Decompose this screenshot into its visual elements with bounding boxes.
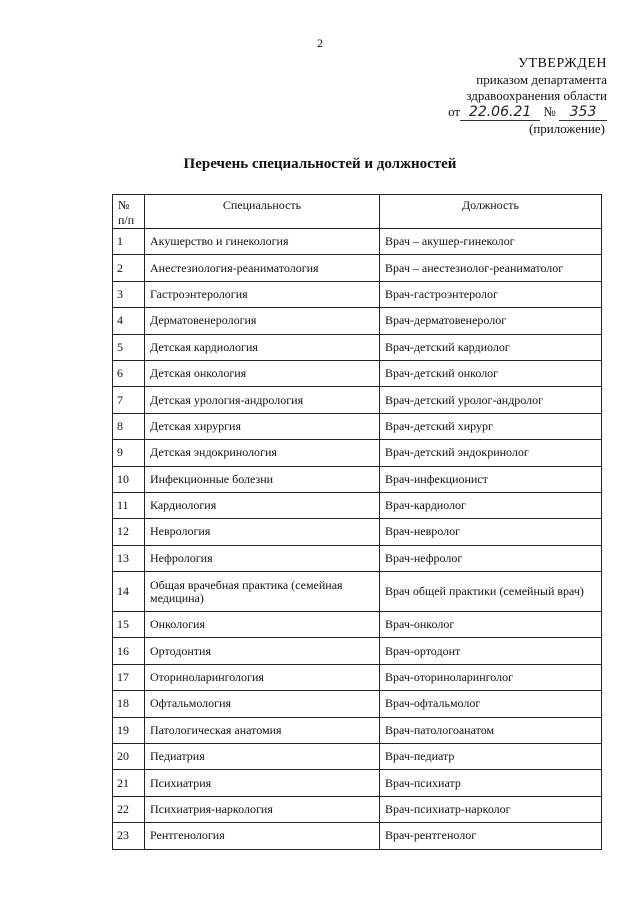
row-specialty-text: Детская эндокринология	[150, 445, 277, 460]
row-position-text: Врач-офтальмолог	[385, 696, 481, 711]
row-position-text: Врач-онколог	[385, 617, 455, 632]
row-position	[380, 770, 602, 796]
row-specialty-text: Кардиология	[150, 498, 217, 513]
row-number-text: 21	[117, 775, 129, 790]
header-specialty: Специальность	[145, 195, 380, 229]
row-specialty	[145, 796, 380, 822]
row-specialty	[145, 664, 380, 690]
row-specialty-text: Психиатрия-наркология	[150, 802, 273, 816]
row-number-text: 22	[117, 802, 129, 816]
table-row	[113, 638, 602, 664]
row-specialty	[145, 440, 380, 466]
approval-line-1: приказом департамента	[476, 72, 607, 87]
row-position	[380, 466, 602, 492]
table-row	[113, 823, 602, 849]
header-position: Должность	[380, 195, 602, 229]
row-position	[380, 691, 602, 717]
table-row	[113, 466, 602, 492]
order-line	[448, 104, 607, 121]
row-number-text: 14	[117, 584, 129, 599]
row-position-text: Врач-детский онколог	[385, 366, 499, 381]
table-row	[113, 691, 602, 717]
row-specialty-text: Гастроэнтерология	[150, 286, 248, 301]
table-row	[113, 413, 602, 439]
row-specialty-text: Психиатрия	[150, 775, 212, 790]
row-number	[113, 638, 145, 664]
row-number	[113, 413, 145, 439]
table-row	[113, 440, 602, 466]
row-position	[380, 572, 602, 612]
row-specialty	[145, 691, 380, 717]
row-position	[380, 229, 602, 255]
row-specialty	[145, 229, 380, 255]
row-number	[113, 572, 145, 612]
row-number	[113, 440, 145, 466]
row-specialty	[145, 255, 380, 281]
row-position-text: Врач-рентгенолог	[385, 828, 477, 843]
table-row	[113, 255, 602, 281]
row-specialty	[145, 612, 380, 638]
row-position-text: Врач общей практики (семейный врач)	[385, 584, 584, 599]
row-number-text: 7	[117, 392, 123, 407]
row-number	[113, 717, 145, 743]
handwritten-number: 353	[559, 104, 607, 121]
row-number	[113, 823, 145, 849]
row-position	[380, 281, 602, 307]
table-row	[113, 545, 602, 571]
row-specialty-text: Дерматовенерология	[150, 313, 257, 328]
row-position-text: Врач-детский эндокринолог	[385, 445, 529, 460]
row-specialty	[145, 572, 380, 612]
row-number	[113, 612, 145, 638]
row-position-text: Врач-педиатр	[385, 749, 455, 764]
row-position	[380, 823, 602, 849]
row-number-text: 18	[117, 696, 129, 711]
row-position-text: Врач-дерматовенеролог	[385, 313, 507, 328]
row-specialty-text: Общая врачебная практика (семейная медицина)	[150, 577, 343, 605]
row-specialty-text: Детская урология-андрология	[150, 392, 304, 407]
row-specialty-text: Акушерство и гинекология	[150, 234, 289, 249]
row-position	[380, 545, 602, 571]
table-row	[113, 492, 602, 518]
row-number-text: 19	[117, 722, 129, 737]
row-position-text: Врач-психиатр-нарколог	[385, 802, 511, 816]
table-row	[113, 770, 602, 796]
row-specialty-text: Рентгенология	[150, 828, 225, 843]
page-number: 2	[317, 36, 323, 50]
row-position-text: Врач-детский уролог-андролог	[385, 392, 544, 407]
number-label: №	[543, 104, 556, 119]
row-number-text: 10	[117, 471, 129, 486]
row-position	[380, 519, 602, 545]
row-number	[113, 492, 145, 518]
row-number	[113, 796, 145, 822]
row-position	[380, 717, 602, 743]
row-number	[113, 519, 145, 545]
row-specialty-text: Инфекционные болезни	[150, 471, 274, 486]
row-number-text: 3	[117, 286, 123, 301]
table-row	[113, 744, 602, 770]
row-number-text: 11	[117, 498, 129, 513]
row-position	[380, 308, 602, 334]
row-position-text: Врач-оториноларинголог	[385, 670, 514, 685]
row-specialty	[145, 770, 380, 796]
row-specialty	[145, 744, 380, 770]
table-row	[113, 612, 602, 638]
row-position	[380, 492, 602, 518]
row-specialty-text: Патологическая анатомия	[150, 722, 282, 737]
row-number-text: 2	[117, 260, 123, 275]
row-specialty-text: Детская онкология	[150, 366, 247, 381]
row-position	[380, 612, 602, 638]
row-specialty	[145, 413, 380, 439]
row-specialty	[145, 638, 380, 664]
specialties-table	[112, 194, 602, 850]
row-position-text: Врач-ортодонт	[385, 643, 461, 658]
table-row	[113, 664, 602, 690]
row-position	[380, 334, 602, 360]
row-number	[113, 360, 145, 386]
row-position-text: Врач-детский кардиолог	[385, 339, 510, 354]
row-position-text: Врач-невролог	[385, 524, 461, 539]
row-position-text: Врач-детский хирург	[385, 418, 493, 433]
row-specialty	[145, 308, 380, 334]
table-row	[113, 360, 602, 386]
appendix-label: (приложение)	[528, 121, 605, 136]
row-specialty-text: Неврология	[150, 524, 211, 539]
table-row	[113, 387, 602, 413]
row-specialty-text: Детская кардиология	[150, 339, 258, 354]
row-number-text: 8	[117, 418, 123, 433]
row-position-text: Врач-гастроэнтеролог	[385, 286, 498, 301]
row-number-text: 17	[117, 670, 129, 685]
row-specialty-text: Педиатрия	[150, 749, 205, 764]
row-number-text: 9	[117, 445, 123, 460]
row-number	[113, 229, 145, 255]
row-number-text: 12	[117, 524, 129, 539]
row-number	[113, 308, 145, 334]
row-number	[113, 664, 145, 690]
row-position	[380, 387, 602, 413]
table-row	[113, 308, 602, 334]
row-number	[113, 770, 145, 796]
row-position	[380, 744, 602, 770]
row-number-text: 15	[117, 617, 129, 632]
approval-stamp	[448, 56, 607, 137]
table-row	[113, 229, 602, 255]
row-number	[113, 387, 145, 413]
row-specialty	[145, 281, 380, 307]
row-specialty	[145, 387, 380, 413]
row-number	[113, 744, 145, 770]
row-number-text: 20	[117, 749, 129, 764]
row-specialty	[145, 466, 380, 492]
table-row	[113, 334, 602, 360]
row-position	[380, 664, 602, 690]
row-position-text: Врач – анестезиолог-реаниматолог	[385, 260, 564, 275]
row-number-text: 1	[117, 234, 123, 249]
row-specialty-text: Офтальмология	[150, 696, 232, 711]
row-specialty-text: Ортодонтия	[150, 643, 211, 658]
row-specialty-text: Детская хирургия	[150, 418, 241, 433]
row-number	[113, 691, 145, 717]
row-number-text: 16	[117, 643, 129, 658]
row-position	[380, 440, 602, 466]
row-number-text: 4	[117, 313, 123, 328]
row-position-text: Врач – акушер-гинеколог	[385, 234, 515, 249]
row-specialty	[145, 519, 380, 545]
row-position-text: Врач-кардиолог	[385, 498, 466, 513]
row-position	[380, 638, 602, 664]
table-row	[113, 519, 602, 545]
row-specialty-text: Оториноларингология	[150, 670, 264, 685]
row-number	[113, 545, 145, 571]
row-position	[380, 255, 602, 281]
table-header-row	[113, 195, 602, 229]
row-number-text: 13	[117, 550, 129, 565]
row-position-text: Врач-психиатр	[385, 775, 461, 790]
row-number-text: 23	[117, 828, 129, 843]
row-specialty	[145, 492, 380, 518]
row-position-text: Врач-инфекционист	[385, 471, 488, 486]
row-specialty	[145, 823, 380, 849]
row-number	[113, 255, 145, 281]
document-title: Перечень специальностей и должностей	[183, 156, 457, 172]
row-specialty	[145, 360, 380, 386]
row-number	[113, 334, 145, 360]
table-row	[113, 717, 602, 743]
table-row	[113, 796, 602, 822]
row-specialty	[145, 717, 380, 743]
row-specialty-text: Анестезиология-реаниматология	[150, 260, 319, 275]
approval-line-2: здравоохранения области	[466, 88, 607, 103]
row-number	[113, 281, 145, 307]
handwritten-date: 22.06.21	[460, 104, 540, 121]
row-number	[113, 466, 145, 492]
row-specialty-text: Онкология	[150, 617, 206, 632]
row-position-text: Врач-патологоанатом	[385, 722, 495, 737]
row-specialty-text: Нефрология	[150, 550, 213, 565]
row-number-text: 5	[117, 339, 123, 354]
row-specialty	[145, 545, 380, 571]
from-label: от	[448, 104, 461, 119]
header-number: № п/п	[113, 195, 145, 229]
approval-heading: УТВЕРЖДЕН	[518, 56, 607, 71]
row-position	[380, 413, 602, 439]
row-position	[380, 360, 602, 386]
row-position	[380, 796, 602, 822]
row-specialty	[145, 334, 380, 360]
table-row	[113, 281, 602, 307]
row-position-text: Врач-нефролог	[385, 550, 463, 565]
table-row	[113, 572, 602, 612]
row-number-text: 6	[117, 366, 123, 381]
